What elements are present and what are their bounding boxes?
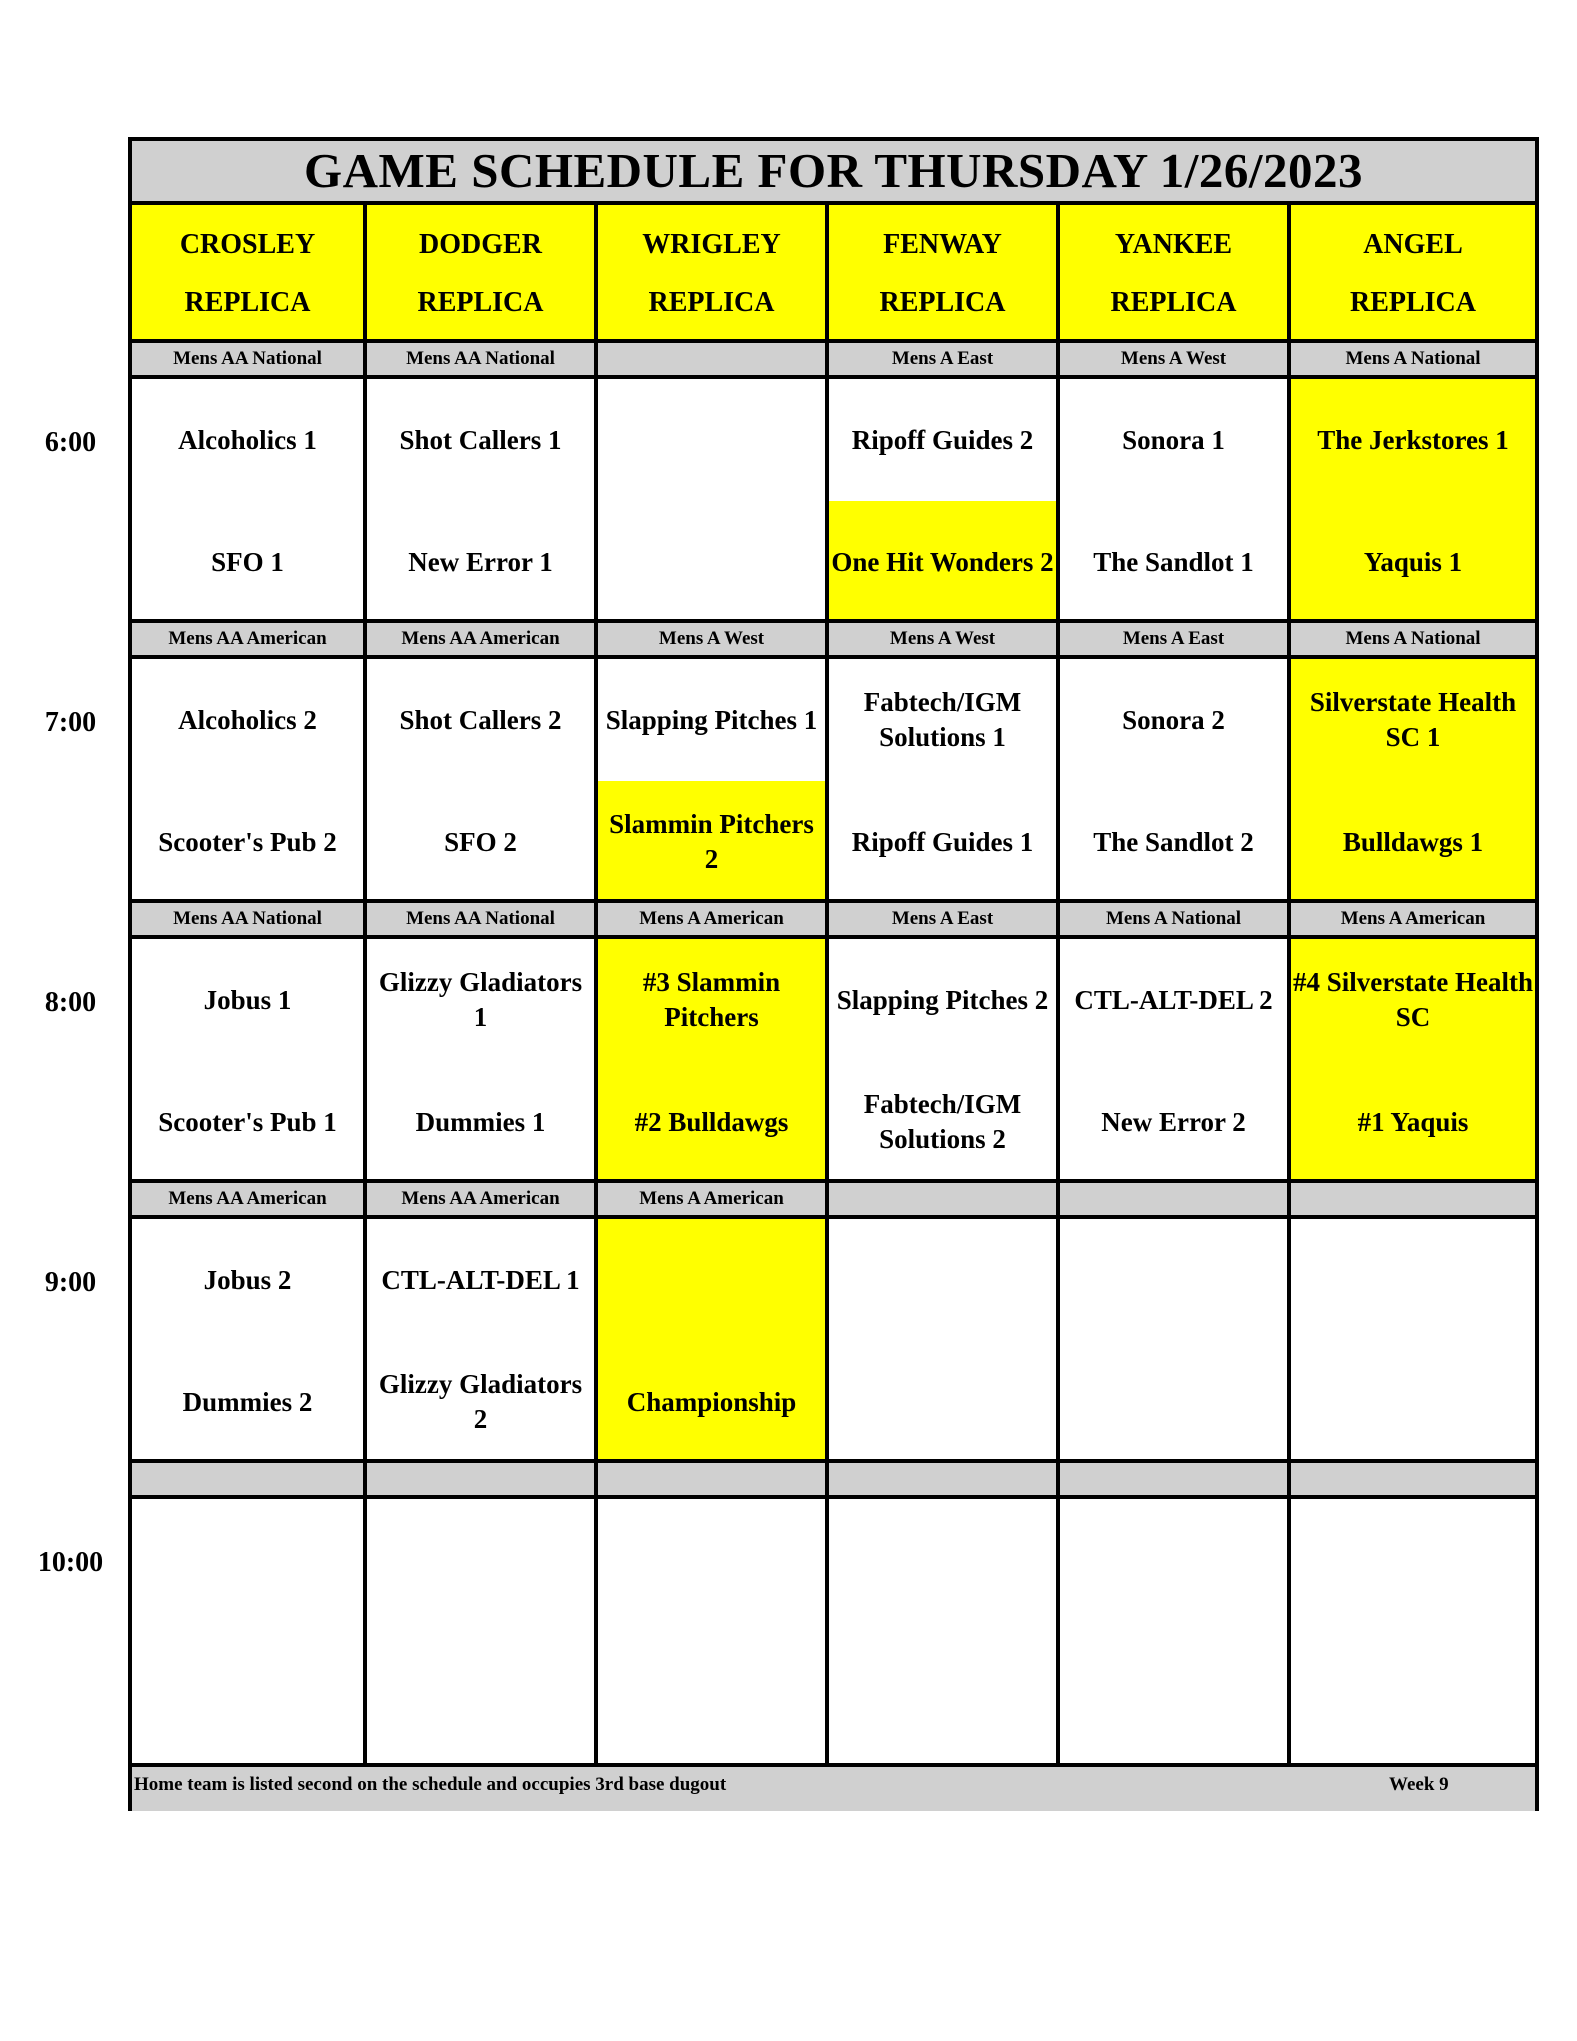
away-team: Alcoholics 2 xyxy=(178,704,317,735)
away-team: Sonora 1 xyxy=(1122,424,1225,455)
away-team: CTL-ALT-DEL 1 xyxy=(381,1264,580,1295)
column-rule xyxy=(594,201,598,1763)
division-label: Mens AA National xyxy=(367,343,594,375)
division-label: Mens A East xyxy=(829,343,1056,375)
away-team xyxy=(831,1499,1054,1621)
home-team: Scooter's Pub 2 xyxy=(158,826,337,857)
division-label: Mens A American xyxy=(598,1183,825,1215)
field-name: YANKEE xyxy=(1114,229,1233,260)
home-team xyxy=(1062,1341,1285,1463)
away-team xyxy=(600,379,823,501)
home-team: Scooter's Pub 1 xyxy=(158,1106,337,1137)
footer-note: Home team is listed second on the schedule and occupies 3rd base dugout xyxy=(134,1774,727,1795)
division-label xyxy=(367,1463,594,1495)
away-team: Sonora 2 xyxy=(1122,704,1225,735)
away-team xyxy=(1293,1219,1533,1341)
time-label: 7:00 xyxy=(44,707,97,738)
home-team: Ripoff Guides 1 xyxy=(851,826,1034,857)
home-team: SFO 2 xyxy=(444,826,517,857)
home-team: Dummies 1 xyxy=(415,1106,546,1137)
home-team: #2 Bulldawgs xyxy=(634,1106,789,1137)
division-label: Mens A National xyxy=(1291,343,1535,375)
field-header xyxy=(1060,205,1287,343)
field-header xyxy=(829,205,1056,343)
division-label: Mens A National xyxy=(1291,623,1535,655)
time-label: 6:00 xyxy=(44,427,97,458)
division-label: Mens AA American xyxy=(367,623,594,655)
page-title: GAME SCHEDULE FOR THURSDAY 1/26/2023 xyxy=(132,141,1535,205)
division-label: Mens A West xyxy=(829,623,1056,655)
division-label: Mens AA National xyxy=(132,343,363,375)
away-team: #3 Slammin Pitchers xyxy=(642,967,781,1032)
division-label: Mens A East xyxy=(829,903,1056,935)
home-team xyxy=(831,1621,1054,1743)
field-name: CROSLEY xyxy=(179,229,316,260)
home-team xyxy=(1293,1341,1533,1463)
home-team: Dummies 2 xyxy=(182,1386,313,1417)
home-team: New Error 1 xyxy=(408,546,553,577)
division-label: Mens A National xyxy=(1060,903,1287,935)
home-team: The Sandlot 2 xyxy=(1093,826,1254,857)
home-team: Slammin Pitchers 2 xyxy=(609,809,814,874)
division-label: Mens AA American xyxy=(132,623,363,655)
division-label xyxy=(598,1463,825,1495)
home-team: One Hit Wonders 2 xyxy=(831,546,1054,577)
home-team: Championship xyxy=(626,1386,797,1417)
division-label xyxy=(1060,1183,1287,1215)
column-rule xyxy=(1287,201,1291,1763)
away-team xyxy=(831,1219,1054,1341)
division-label: Mens AA American xyxy=(367,1183,594,1215)
division-label xyxy=(1060,1463,1287,1495)
home-team: SFO 1 xyxy=(211,546,284,577)
away-team xyxy=(1062,1219,1285,1341)
away-team xyxy=(1062,1499,1285,1621)
home-team: Bulldawgs 1 xyxy=(1342,826,1484,857)
division-label xyxy=(829,1463,1056,1495)
away-team: Shot Callers 1 xyxy=(399,424,562,455)
away-team: Alcoholics 1 xyxy=(178,424,317,455)
away-team: #4 Silverstate Health SC xyxy=(1293,967,1533,1032)
away-team: Silverstate Health SC 1 xyxy=(1309,687,1517,752)
field-type: REPLICA xyxy=(1110,287,1237,318)
away-team xyxy=(600,1499,823,1621)
division-label: Mens A East xyxy=(1060,623,1287,655)
field-header xyxy=(132,205,363,343)
field-type: REPLICA xyxy=(417,287,544,318)
column-rule xyxy=(1056,201,1060,1763)
column-rule xyxy=(363,201,367,1763)
away-team: Jobus 2 xyxy=(203,1264,292,1295)
field-type: REPLICA xyxy=(879,287,1006,318)
field-type: REPLICA xyxy=(648,287,775,318)
division-label: Mens A American xyxy=(1291,903,1535,935)
row-rule xyxy=(132,201,1535,205)
division-label: Mens A American xyxy=(598,903,825,935)
away-team: The Jerkstores 1 xyxy=(1317,424,1509,455)
division-label xyxy=(1291,1183,1535,1215)
home-team: Yaquis 1 xyxy=(1363,546,1463,577)
home-team xyxy=(1293,1621,1533,1743)
division-label: Mens AA American xyxy=(132,1183,363,1215)
division-label: Mens A West xyxy=(598,623,825,655)
field-name: ANGEL xyxy=(1363,229,1463,260)
away-team: Jobus 1 xyxy=(203,984,292,1015)
time-label: 9:00 xyxy=(44,1267,97,1298)
away-team: Slapping Pitches 2 xyxy=(836,984,1049,1015)
division-label: Mens AA National xyxy=(367,903,594,935)
home-team xyxy=(134,1621,361,1743)
division-label xyxy=(598,343,825,375)
away-team: Slapping Pitches 1 xyxy=(605,704,818,735)
home-team xyxy=(600,501,823,623)
home-team xyxy=(600,1621,823,1743)
week-label: Week 9 xyxy=(1389,1774,1449,1795)
field-type: REPLICA xyxy=(184,287,311,318)
away-team: Ripoff Guides 2 xyxy=(851,424,1034,455)
field-header xyxy=(1291,205,1535,343)
field-header xyxy=(367,205,594,343)
time-label: 10:00 xyxy=(37,1547,104,1578)
home-team: Fabtech/IGM Solutions 2 xyxy=(863,1089,1022,1154)
field-name: WRIGLEY xyxy=(642,229,781,260)
home-team: Glizzy Gladiators 2 xyxy=(378,1369,583,1434)
away-team: Shot Callers 2 xyxy=(399,704,562,735)
division-label xyxy=(829,1183,1056,1215)
field-name: DODGER xyxy=(419,229,542,260)
away-team: Fabtech/IGM Solutions 1 xyxy=(863,687,1022,752)
away-team xyxy=(1293,1499,1533,1621)
division-label: Mens A West xyxy=(1060,343,1287,375)
column-rule xyxy=(825,201,829,1763)
home-team: #1 Yaquis xyxy=(1357,1106,1469,1137)
home-team: New Error 2 xyxy=(1101,1106,1246,1137)
division-label xyxy=(1291,1463,1535,1495)
away-team xyxy=(369,1499,592,1621)
away-team: Glizzy Gladiators 1 xyxy=(378,967,583,1032)
home-team xyxy=(369,1621,592,1743)
home-team: The Sandlot 1 xyxy=(1093,546,1254,577)
away-team: CTL-ALT-DEL 2 xyxy=(1074,984,1273,1015)
home-team xyxy=(1062,1621,1285,1743)
field-header xyxy=(598,205,825,343)
field-name: FENWAY xyxy=(883,229,1002,260)
division-label: Mens AA National xyxy=(132,903,363,935)
away-team xyxy=(600,1219,823,1341)
home-team xyxy=(831,1341,1054,1463)
division-label xyxy=(132,1463,363,1495)
time-label: 8:00 xyxy=(44,987,97,1018)
away-team xyxy=(134,1499,361,1621)
field-type: REPLICA xyxy=(1349,287,1476,318)
